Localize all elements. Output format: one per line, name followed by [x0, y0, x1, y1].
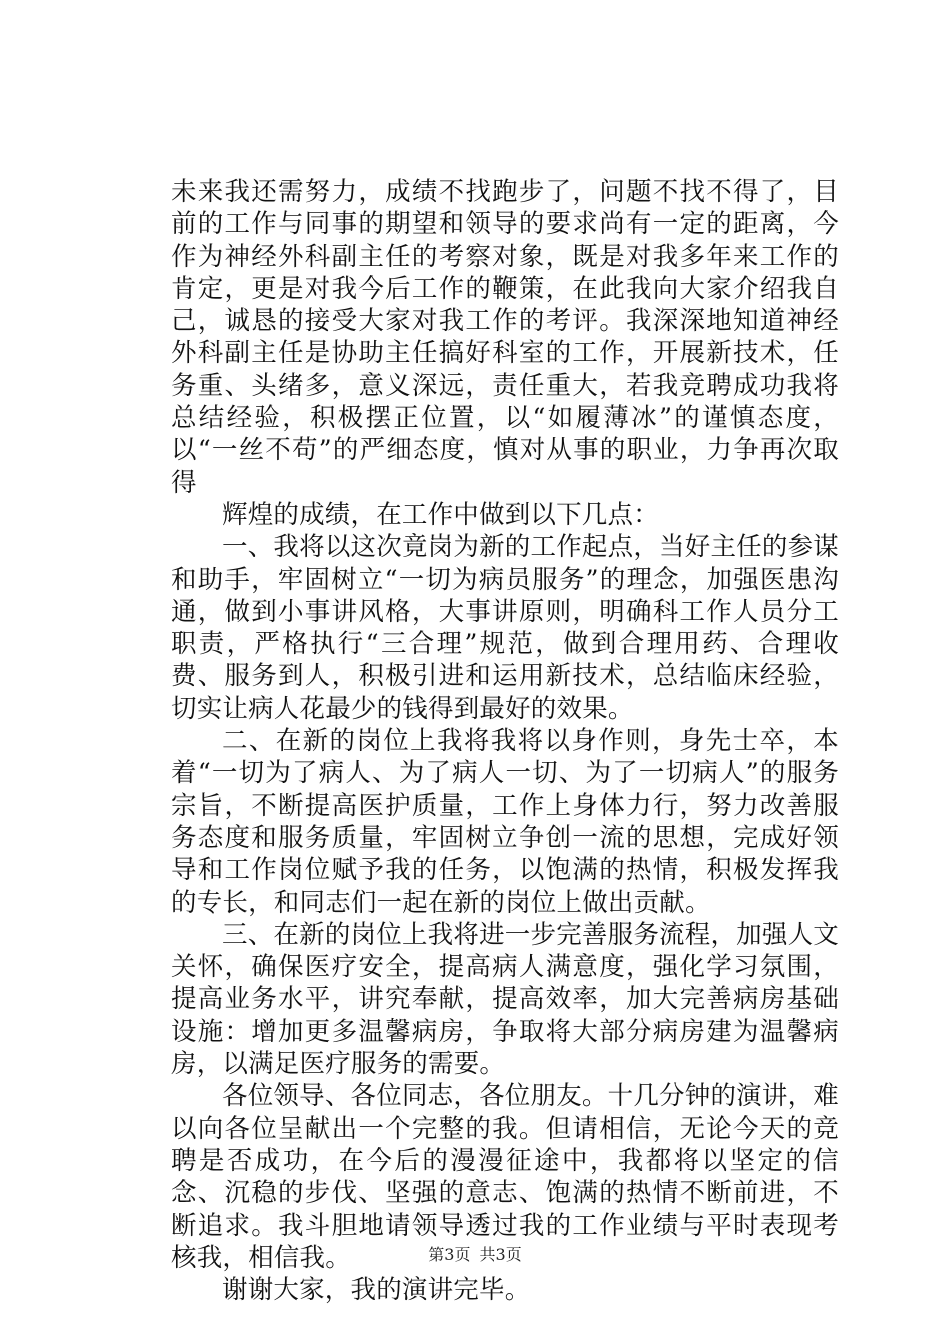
- page-footer: [0, 1245, 950, 1265]
- document-body: [171, 176, 839, 1306]
- paragraph-point-three: 三、在新的岗位上我将进一步完善服务流程，加强人文关怀，确保医疗安全，提高病人满意度，强化学习氛围，提高业务水平，讲究奉献，提高效率，加大完善病房基础设施：增加更多温馨病房，争取将大部分病房建为温馨病房，以满足医疗服务的需要。: [171, 919, 839, 1080]
- paragraph-point-one: 一、我将以这次竟岗为新的工作起点，当好主任的参谋和助手，牢固树立“一切为病员服务”的理念，加强医患沟通，做到小事讲风格，大事讲原则，明确科工作人员分工职责，严格执行“三合理”规范，做到合理用药、合理收费、服务到人，积极引进和运用新技术，总结临床经验，切实让病人花最少的钱得到最好的效果。: [171, 532, 839, 724]
- page-number-total: 共3页: [479, 1245, 522, 1264]
- paragraph-point-two: 二、在新的岗位上我将我将以身作则，身先士卒，本着“一切为了病人、为了病人一切、为了一切病人”的服务宗旨，不断提高医护质量，工作上身体力行，努力改善服务态度和服务质量，牢固树立争创一流的思想，完成好领导和工作岗位赋予我的任务，以饱满的热情，积极发挥我的专长，和同志们一起在新的岗位上做出贡献。: [171, 726, 839, 918]
- paragraph-closing: 各位领导、各位同志，各位朋友。十几分钟的演讲，难以向各位呈献出一个完整的我。但请相信，无论今天的竞聘是否成功，在今后的漫漫征途中，我都将以坚定的信念、沉稳的步伐、坚强的意志、饱满的热情不断前进，不断追求。我斗胆地请领导透过我的工作业绩与平时表现考核我，相信我。: [171, 1081, 839, 1273]
- page-number-current: 第3页: [428, 1245, 471, 1264]
- paragraph-achievement: 辉煌的成绩，在工作中做到以下几点：: [222, 499, 659, 530]
- paragraph-intro: 未来我还需努力，成绩不找跑步了，问题不找不得了，目前的工作与同事的期望和领导的要求尚有一定的距离，今作为神经外科副主任的考察对象，既是对我多年来工作的肯定，更是对我今后工作的鞭策，在此我向大家介绍我自己，诚恳的接受大家对我工作的考评。我深深地知道神经外科副主任是协助主任搞好科室的工作，开展新技术，任务重、头绪多，意义深远，责任重大，若我竞聘成功我将总结经验，积极摆正位置，以“如履薄冰”的谨慎态度，以“一丝不苟”的严细态度，慎对从事的职业，力争再次取得: [171, 177, 839, 498]
- paragraph-thanks: 谢谢大家，我的演讲完毕。: [222, 1275, 531, 1306]
